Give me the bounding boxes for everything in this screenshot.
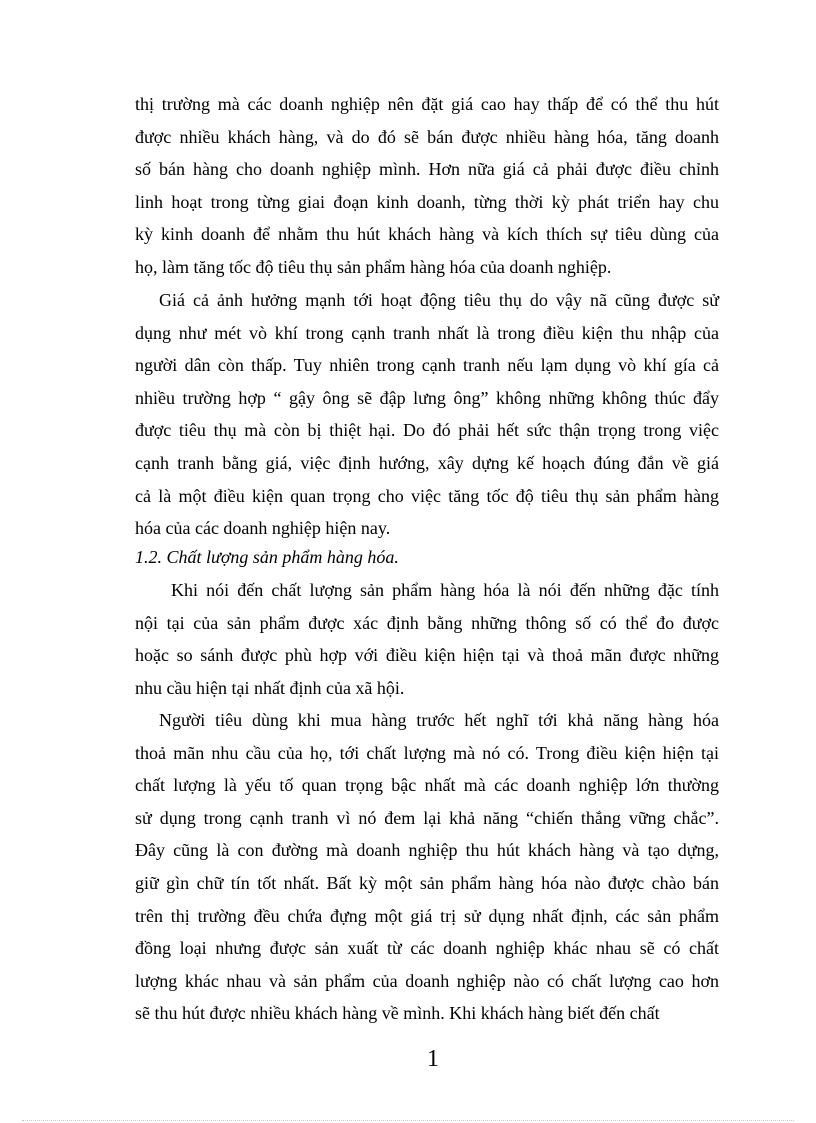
- paragraph-quality-definition: [135, 574, 719, 704]
- paragraph-price-strategy: [135, 88, 719, 284]
- paragraph-line: sẽ thu hút được nhiều khách hàng về mình. Khi khách hàng biết đến chất: [135, 1003, 660, 1024]
- paragraph-line: cạnh tranh bằng giá, việc định hướng, xây dựng kế hoạch đúng đắn về giá: [135, 452, 719, 473]
- paragraph-line: giữ gìn chữ tín tốt nhất. Bất kỳ một sản phẩm hàng hóa nào được chào bán: [135, 872, 719, 893]
- paragraph-line: sử dụng trong cạnh tranh vì nó đem lại khả năng “chiến thắng vững chắc”.: [135, 807, 719, 828]
- paragraph-quality-competition: [135, 704, 719, 1030]
- paragraph-price-competition: [135, 284, 719, 545]
- paragraph-line: lượng khác nhau và sản phẩm của doanh nghiệp nào có chất lượng cao hơn: [135, 970, 719, 991]
- paragraph-line: số bán hàng cho doanh nghiệp mình. Hơn nữa giá cả phải được điều chỉnh: [135, 159, 719, 180]
- paragraph-line: trên thị trường đều chứa đựng một giá trị sử dụng nhất định, các sản phẩm: [135, 905, 719, 926]
- paragraph-line: Đây cũng là con đường mà doanh nghiệp thu hút khách hàng và tạo dựng,: [135, 840, 719, 861]
- page-number: 1: [427, 1046, 439, 1072]
- paragraph-line: đồng loại nhưng được sản xuất từ các doanh nghiệp khác nhau sẽ có chất: [135, 938, 719, 959]
- paragraph-line: thị trường mà các doanh nghiệp nên đặt giá cao hay thấp để có thể thu hút: [135, 94, 719, 114]
- paragraph-line: linh hoạt trong từng giai đoạn kinh doanh, từng thời kỳ phát triển hay chu: [135, 191, 719, 212]
- section-heading: 1.2. Chất lượng sản phẩm hàng hóa.: [135, 547, 399, 567]
- paragraph-line: kỳ kinh doanh để nhằm thu hút khách hàng và kích thích sự tiêu dùng của: [135, 224, 719, 245]
- paragraph-line: Giá cả ảnh hưởng mạnh tới hoạt động tiêu thụ do vậy nã cũng được sử: [159, 290, 719, 310]
- paragraph-line: Khi nói đến chất lượng sản phẩm hàng hóa là nói đến những đặc tính: [171, 580, 719, 600]
- page-bottom-divider: [22, 1120, 794, 1121]
- paragraph-line: họ, làm tăng tốc độ tiêu thụ sản phẩm hàng hóa của doanh nghiệp.: [135, 256, 612, 277]
- paragraph-line: dụng như mét vò khí trong cạnh tranh nhất là trong điều kiện thu nhập của: [135, 322, 719, 343]
- paragraph-line: thoả mãn nhu cầu của họ, tới chất lượng mà nó có. Trong điều kiện hiện tại: [135, 742, 719, 763]
- paragraph-line: được tiêu thụ mà còn bị thiệt hại. Do đó phải hết sức thận trọng trong việc: [135, 420, 719, 441]
- paragraph-line: nhu cầu hiện tại nhất định của xã hội.: [135, 677, 405, 698]
- paragraph-line: chất lượng là yếu tố quan trọng bậc nhất mà các doanh nghiệp lớn thường: [135, 775, 719, 796]
- paragraph-line: cả là một điều kiện quan trọng cho việc tăng tốc độ tiêu thụ sản phẩm hàng: [135, 485, 719, 506]
- paragraph-line: nhiều trường hợp “ gậy ông sẽ đập lưng ông” không những không thúc đẩy: [135, 387, 719, 408]
- paragraph-line: hoặc so sánh được phù hợp với điều kiện hiện tại và thoả mãn được những: [135, 645, 719, 666]
- paragraph-line: nội tại của sản phẩm được xác định bằng những thông số có thể đo được: [135, 612, 719, 633]
- paragraph-line: được nhiều khách hàng, và do đó sẽ bán được nhiều hàng hóa, tăng doanh: [135, 126, 719, 147]
- paragraph-line: Người tiêu dùng khi mua hàng trước hết nghĩ tới khả năng hàng hóa: [159, 710, 719, 730]
- paragraph-line: người dân còn thấp. Tuy nhiên trong cạnh tranh nếu lạm dụng vò khí gía cả: [135, 355, 719, 376]
- paragraph-line: hóa của các doanh nghiệp hiện nay.: [135, 518, 391, 539]
